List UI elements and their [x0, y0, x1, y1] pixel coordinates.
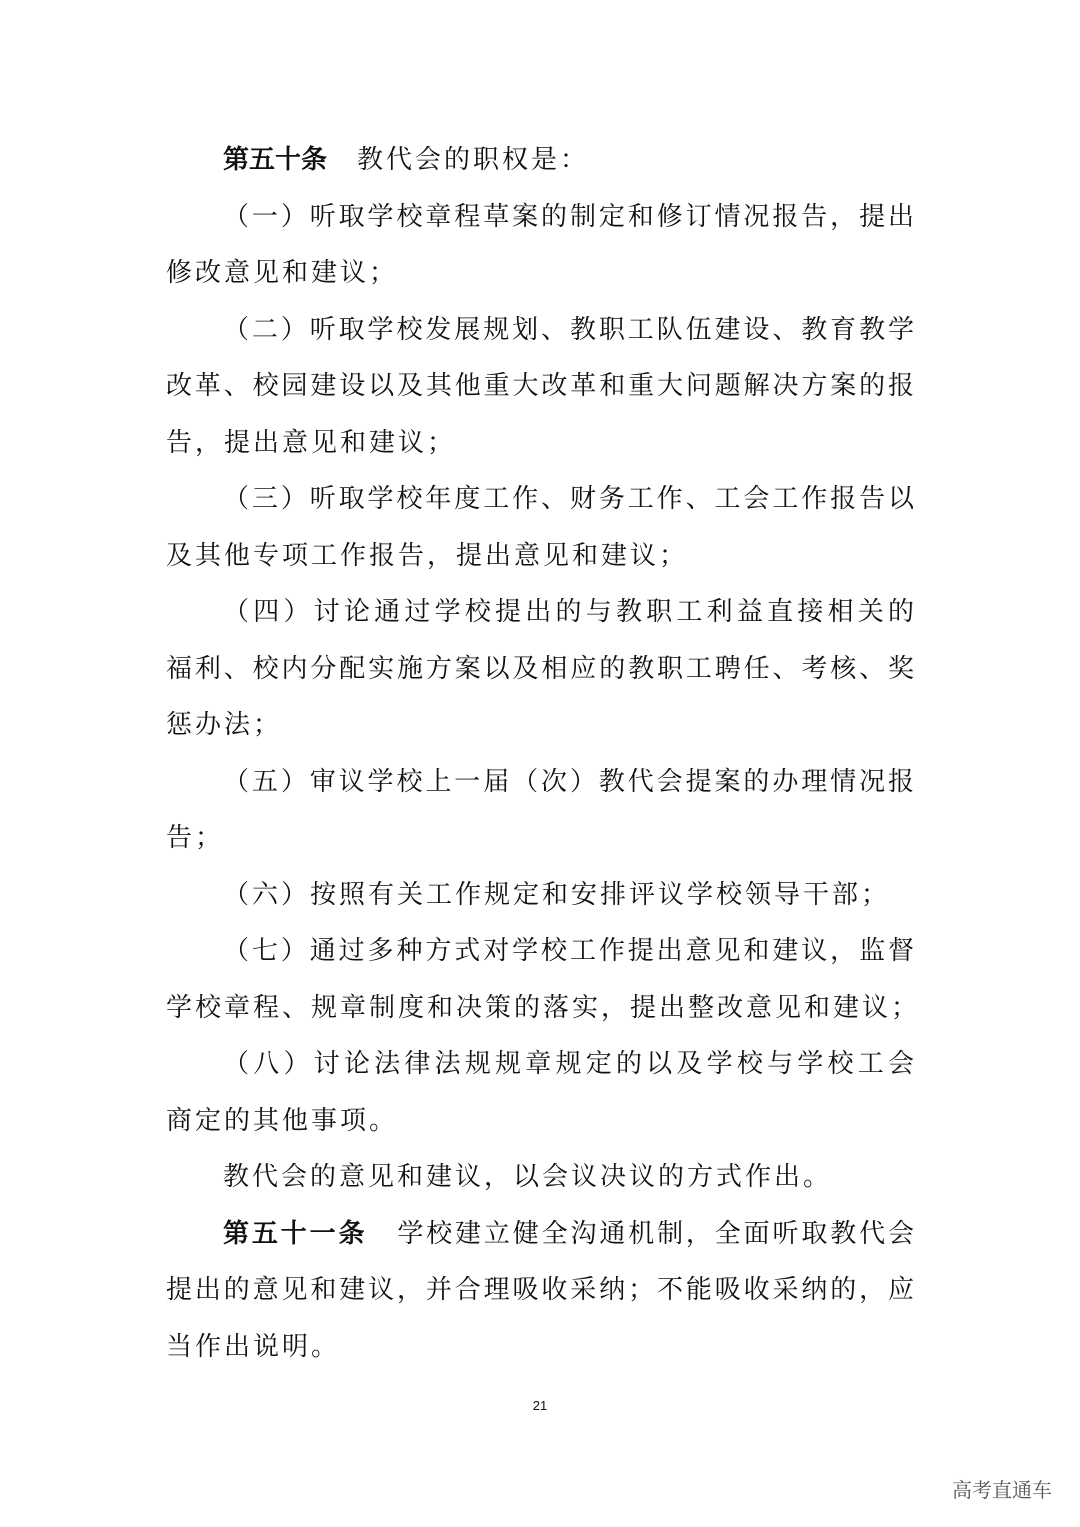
list-item-line: 告，提出意见和建议；	[166, 427, 457, 458]
list-item-line: 福利、校内分配实施方案以及相应的教职工聘任、考核、奖	[166, 653, 914, 684]
page-number: 21	[532, 1398, 548, 1413]
article-intro: 教代会的职权是：	[357, 145, 590, 175]
article-number: 第五十一条	[223, 1218, 368, 1249]
list-item-line: （四）讨论通过学校提出的与教职工利益直接相关的	[223, 597, 914, 627]
list-item-line: （三）听取学校年度工作、财务工作、工会工作报告以	[223, 484, 914, 514]
article-number: 第五十条	[223, 145, 328, 175]
list-item-line: 及其他专项工作报告，提出意见和建议；	[166, 540, 689, 571]
list-item-line: （五）审议学校上一届（次）教代会提案的办理情况报	[223, 766, 914, 797]
list-item-line: 惩办法；	[166, 710, 283, 740]
paragraph-line: 提出的意见和建议，并合理吸收采纳；不能吸收采纳的，应	[166, 1275, 914, 1305]
list-item-line: 改革、校园建设以及其他重大改革和重大问题解决方案的报	[166, 371, 914, 401]
article-51-heading	[166, 1206, 914, 1263]
document-body	[166, 132, 921, 1375]
list-item-line: 修改意见和建议；	[166, 258, 399, 288]
article-text: 学校建立健全沟通机制，全面听取教代会	[397, 1218, 914, 1249]
closing-paragraph: 教代会的意见和建议，以会议决议的方式作出。	[223, 1162, 833, 1192]
list-item-line: 商定的其他事项。	[166, 1105, 399, 1136]
list-item-line: 学校章程、规章制度和决策的落实，提出整改意见和建议；	[166, 992, 921, 1023]
paragraph-line: 当作出说明。	[166, 1331, 341, 1362]
list-item-line: （一）听取学校章程草案的制定和修订情况报告，提出	[223, 201, 914, 232]
list-item-line: （七）通过多种方式对学校工作提出意见和建议，监督	[223, 936, 914, 966]
list-item-line: （八）讨论法律法规规章规定的以及学校与学校工会	[223, 1049, 914, 1079]
article-50-heading	[166, 132, 914, 189]
list-item-line: 告；	[166, 823, 225, 853]
list-item-line: （二）听取学校发展规划、教职工队伍建设、教育教学	[223, 314, 914, 345]
list-item-line: （六）按照有关工作规定和安排评议学校领导干部；	[223, 879, 891, 910]
watermark: 高考直通车	[952, 1478, 1052, 1502]
